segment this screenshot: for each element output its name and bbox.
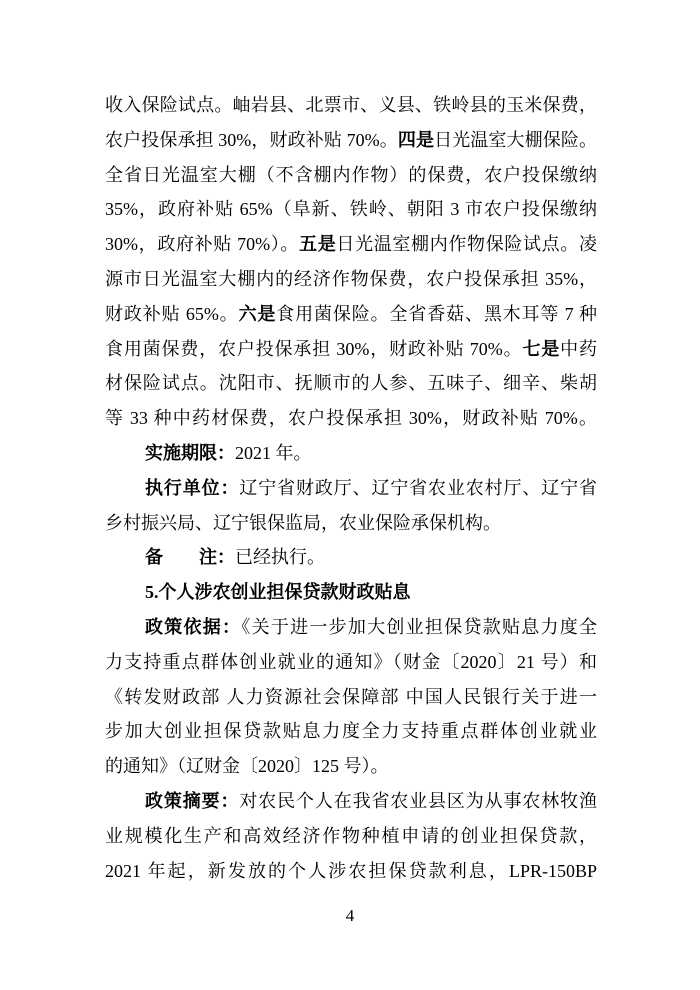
text-segment: 等 33 种中药材保费，农户投保承担 30%，财政补贴 70%。 — [105, 408, 597, 429]
text-segment: 已经执行。 — [235, 547, 325, 568]
text-segment: 业规模化生产和高效经济作物种植申请的创业担保贷款， — [105, 825, 597, 846]
page-number: 4 — [345, 906, 355, 925]
bold-text-segment: 七是 — [522, 338, 561, 359]
text-segment: 材保险试点。沈阳市、抚顺市的人参、五味子、细辛、柴胡 — [105, 373, 597, 394]
text-segment: 力支持重点群体创业就业的通知》（财金〔2020〕21 号）和 — [105, 651, 597, 672]
text-segment: 中药 — [560, 338, 597, 359]
text-line — [105, 610, 597, 645]
bold-text-segment: 政策依据： — [145, 616, 242, 637]
text-line — [105, 366, 597, 401]
text-segment: 步加大创业担保贷款贴息力度全力支持重点群体创业就业 — [105, 721, 597, 742]
text-segment: 源市日光温室大棚内的经济作物保费，农户投保承担 35%， — [105, 268, 597, 289]
bold-text-segment: 五是 — [299, 234, 337, 255]
text-segment: 日光温室棚内作物保险试点。凌 — [336, 234, 598, 255]
text-line — [105, 262, 597, 297]
text-line — [105, 819, 597, 854]
bold-text-segment: 5.个人涉农创业担保贷款财政贴息 — [145, 582, 411, 603]
text-segment: 食用菌保险。全省香菇、黑木耳等 7 种 — [276, 303, 598, 324]
text-segment: 辽宁省财政厅、辽宁省农业农村厅、辽宁省 — [239, 477, 598, 498]
text-line — [105, 401, 597, 436]
text-line — [105, 471, 597, 506]
bold-text-segment: 四是 — [397, 129, 435, 150]
text-line — [105, 192, 597, 227]
text-line — [105, 123, 597, 158]
text-segment: 对农民个人在我省农业县区为从事农林牧渔 — [239, 790, 598, 811]
text-segment: 《关于进一步加大创业担保贷款贴息力度全 — [241, 616, 598, 637]
text-line — [105, 784, 597, 819]
text-segment: 日光温室大棚保险。 — [434, 129, 598, 150]
text-segment: 的通知》（辽财金〔2020〕125 号）。 — [105, 756, 389, 777]
text-line — [105, 540, 597, 575]
text-segment: 食用菌保费，农户投保承担 30%，财政补贴 70%。 — [105, 338, 523, 359]
text-line — [105, 680, 597, 715]
text-segment: 30%，政府补贴 70%）。 — [105, 234, 300, 255]
text-segment: 2021 年起，新发放的个人涉农担保贷款利息，LPR-150BP — [105, 860, 597, 881]
text-segment: 收入保险试点。岫岩县、北票市、义县、铁岭县的玉米保费， — [105, 95, 597, 115]
text-segment: 乡村振兴局、辽宁银保监局，农业保险承保机构。 — [105, 512, 501, 533]
document-body — [105, 88, 597, 888]
bold-text-segment: 六是 — [238, 303, 277, 324]
bold-text-segment: 备 注： — [145, 547, 235, 568]
text-line — [105, 436, 597, 471]
text-segment: 全省日光温室大棚（不含棚内作物）的保费，农户投保缴纳 — [105, 164, 597, 185]
text-segment: 财政补贴 65%。 — [105, 303, 239, 324]
text-line — [105, 645, 597, 680]
bold-text-segment: 实施期限： — [145, 442, 235, 463]
text-segment: 2021 年。 — [235, 442, 312, 463]
text-line — [105, 506, 597, 541]
text-segment: 《转发财政部 人力资源社会保障部 中国人民银行关于进一 — [105, 686, 597, 707]
text-line — [105, 575, 597, 610]
text-line — [105, 854, 597, 889]
text-line — [105, 297, 597, 332]
text-line — [105, 227, 597, 262]
text-line — [105, 714, 597, 749]
text-line — [105, 749, 597, 784]
text-line — [105, 88, 597, 123]
bold-text-segment: 执行单位： — [145, 477, 240, 498]
text-segment: 35%，政府补贴 65%（阜新、铁岭、朝阳 3 市农户投保缴纳 — [105, 199, 597, 220]
text-segment: 农户投保承担 30%，财政补贴 70%。 — [105, 129, 398, 150]
text-line — [105, 332, 597, 367]
text-line — [105, 158, 597, 193]
bold-text-segment: 政策摘要： — [145, 790, 240, 811]
